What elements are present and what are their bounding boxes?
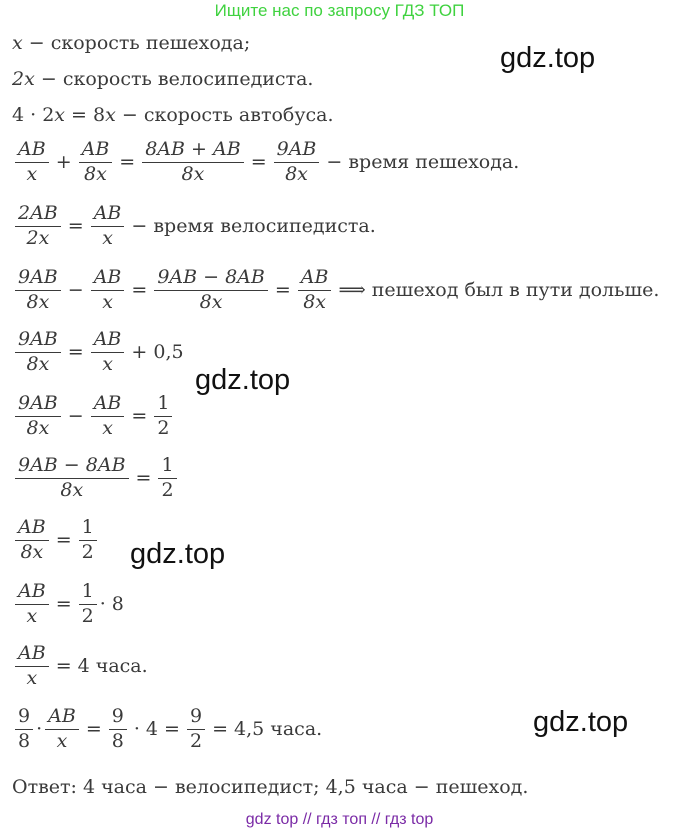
- numerator: AB: [18, 138, 46, 160]
- operator: =: [85, 718, 102, 741]
- fraction: [154, 394, 172, 439]
- line-pedestrian-speed: [12, 32, 250, 54]
- operator: −: [67, 279, 84, 302]
- header-banner: Ищите нас по запросу ГДЗ ТОП: [214, 1, 465, 20]
- equation-step-4: [12, 518, 100, 563]
- fraction: [45, 707, 79, 752]
- numerator: AB: [48, 705, 76, 727]
- denominator: 8x: [15, 478, 129, 501]
- fraction: [91, 330, 125, 375]
- fraction: [91, 394, 125, 439]
- equation-comparison: [12, 268, 663, 313]
- numerator: 8AB + AB: [145, 138, 241, 160]
- denominator: 8: [15, 729, 33, 752]
- denominator: x: [91, 416, 125, 439]
- denominator: 8x: [15, 352, 61, 375]
- fraction: [15, 204, 61, 249]
- fraction: [158, 456, 176, 501]
- numerator: 1: [81, 516, 94, 538]
- numerator: AB: [93, 328, 122, 350]
- denominator: x: [15, 604, 49, 627]
- watermark: gdz.top: [130, 538, 226, 570]
- numerator: AB: [81, 138, 110, 160]
- numerator: 2AB: [18, 202, 58, 224]
- denominator: 8x: [79, 162, 113, 185]
- fraction: [91, 268, 125, 313]
- denominator: 8x: [298, 290, 332, 313]
- operator: =: [250, 151, 267, 174]
- numerator: AB: [18, 580, 46, 602]
- fraction: [15, 140, 49, 185]
- variable: x: [105, 104, 116, 126]
- numerator: 1: [81, 580, 94, 602]
- fraction: [15, 268, 61, 313]
- numerator: AB: [93, 266, 122, 288]
- denominator: 2: [158, 478, 176, 501]
- equation-step-3: [12, 456, 180, 501]
- equation-step-1: [12, 330, 188, 375]
- equation-step-7: [12, 707, 326, 752]
- answer-line: Ответ: 4 часа − велосипедист; 4,5 часа − пешеход.: [12, 776, 529, 798]
- numerator: 9AB − 8AB: [157, 266, 265, 288]
- equation-text: + 0,5: [131, 341, 184, 364]
- fraction: [79, 518, 97, 563]
- denominator: x: [91, 290, 125, 313]
- equation-step-2: [12, 394, 175, 439]
- equation-text: ⟹ пешеход был в пути дольше.: [338, 279, 660, 302]
- fraction: [109, 707, 127, 752]
- operator: −: [67, 405, 84, 428]
- denominator: 8x: [15, 416, 61, 439]
- denominator: x: [15, 666, 49, 689]
- equation-text: − время велосипедиста.: [131, 215, 376, 238]
- fraction: [15, 582, 49, 627]
- equation-text: · 8: [99, 593, 124, 616]
- fraction: [142, 140, 243, 185]
- denominator: x: [45, 729, 79, 752]
- operator: =: [55, 529, 72, 552]
- variable: x: [12, 32, 23, 54]
- denominator: 8x: [274, 162, 320, 185]
- equation-text: − время пешехода.: [326, 151, 520, 174]
- operator: =: [131, 279, 148, 302]
- numerator: 9: [189, 705, 203, 727]
- numerator: 9: [18, 705, 31, 727]
- variable: 2x: [12, 68, 35, 90]
- denominator: x: [91, 352, 125, 375]
- variable: x: [54, 104, 66, 126]
- operator: =: [119, 151, 136, 174]
- fraction: [15, 518, 49, 563]
- operator: =: [135, 467, 152, 490]
- denominator: x: [15, 162, 49, 185]
- numerator: 9AB: [276, 138, 317, 160]
- watermark: gdz.top: [500, 42, 596, 74]
- line-text: − скорость велосипедиста.: [40, 68, 314, 90]
- line-text: 4 · 2: [12, 104, 55, 126]
- numerator: AB: [300, 266, 329, 288]
- fraction: [15, 456, 129, 501]
- line-text: = 8: [65, 104, 106, 126]
- operator: =: [55, 593, 72, 616]
- equation-text: = 4,5 часа.: [212, 718, 323, 741]
- footer-banner: gdz top // гдз топ // гдз top: [245, 811, 434, 828]
- numerator: AB: [18, 516, 46, 538]
- numerator: 9AB − 8AB: [18, 454, 126, 476]
- operator: +: [55, 151, 72, 174]
- equation-step-6: [12, 644, 152, 689]
- denominator: 2: [79, 604, 97, 627]
- fraction: [91, 204, 125, 249]
- equation-pedestrian-time: [12, 140, 523, 185]
- denominator: 8x: [15, 540, 49, 563]
- fraction: [79, 582, 97, 627]
- equation-cyclist-time: [12, 204, 380, 249]
- denominator: 8x: [142, 162, 243, 185]
- fraction: [154, 268, 268, 313]
- equation-text: = 4 часа.: [55, 655, 148, 678]
- numerator: AB: [93, 202, 122, 224]
- line-text: − скорость автобуса.: [115, 104, 334, 126]
- denominator: 2: [154, 416, 172, 439]
- fraction: [15, 707, 33, 752]
- fraction: [274, 140, 320, 185]
- numerator: 1: [161, 454, 174, 476]
- numerator: 9AB: [18, 392, 58, 414]
- operator: =: [67, 215, 84, 238]
- numerator: 9AB: [18, 328, 58, 350]
- equation-step-5: [12, 582, 124, 627]
- watermark: gdz.top: [195, 364, 291, 396]
- denominator: 2x: [15, 226, 61, 249]
- operator: =: [131, 405, 148, 428]
- operator: =: [274, 279, 291, 302]
- fraction: [187, 707, 205, 752]
- numerator: 1: [157, 392, 170, 414]
- watermark: gdz.top: [533, 706, 629, 738]
- line-cyclist-speed: [12, 68, 313, 90]
- denominator: 8x: [154, 290, 268, 313]
- operator: ·: [36, 718, 43, 741]
- denominator: 8: [109, 729, 127, 752]
- fraction: [298, 268, 332, 313]
- fraction: [15, 394, 61, 439]
- denominator: 2: [79, 540, 97, 563]
- fraction: [79, 140, 113, 185]
- operator: =: [67, 341, 84, 364]
- fraction: [15, 644, 49, 689]
- numerator: AB: [18, 642, 46, 664]
- numerator: AB: [93, 392, 122, 414]
- numerator: 9AB: [18, 266, 58, 288]
- equation-text: · 4 =: [133, 718, 180, 741]
- numerator: 9: [111, 705, 124, 727]
- fraction: [15, 330, 61, 375]
- line-bus-speed: [12, 104, 334, 126]
- line-text: − скорость пешехода;: [28, 32, 251, 54]
- denominator: x: [91, 226, 125, 249]
- denominator: 2: [187, 729, 205, 752]
- denominator: 8x: [15, 290, 61, 313]
